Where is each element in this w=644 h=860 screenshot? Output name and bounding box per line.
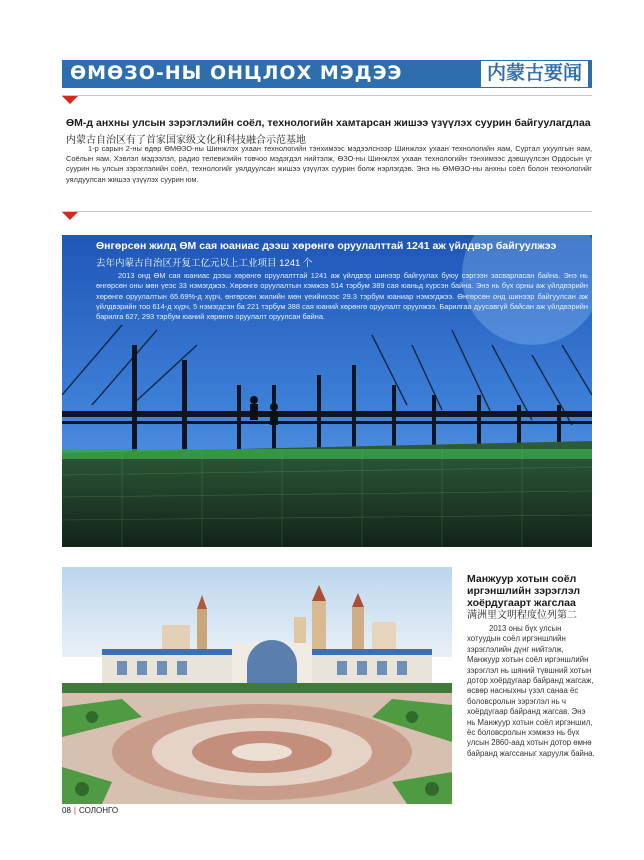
article3-column xyxy=(467,573,595,759)
article2-body: 2013 онд ӨМ сая юаниас дээш хөрөнгө оруулалттай 1241 аж үйлдвэр шинээр байгуулах буюу сэргээн засварласан байна. Энэ нь өнгөрсөн оны мөн үеэс 33 нэмэгджээ. Хөрөнгө оруулалтын хэмжээ 514 тэрбум 389 сая юаньд хүрсэн байна. Энэ нь бүх орны аж үйлдвэрийн хөрөнгө оруулалтын 65.69%-д хүрч, өнгөрсөн жилийн мөн үеийнхээс 29.3 тэрбум юаниар нэмэгджээ. Өнгөрсөн онд шинээр байгуулсан аж үйлдвэрийн тоо 614-д хүрч, 5 нэмэгдсэн ба 221 тэрбум 388 сая юаний хөрөнгө оруулалт оруулжээ. Барилгаа дуусавгүй байсан аж үйлдвэрийн барилга 627, 293 тэрбум юаний хөрөнгө оруулалт оруулсан байна. xyxy=(96,271,588,322)
divider-rule xyxy=(62,211,592,212)
manzhouli-square-photo xyxy=(62,567,452,804)
section-banner xyxy=(62,60,592,88)
magazine-name: СОЛОНГО xyxy=(78,806,119,815)
article2-overlay xyxy=(96,240,588,322)
article2-headline-chinese: 去年内蒙古自治区开复工亿元以上工业项目 1241 个 xyxy=(96,258,313,269)
section-title: ӨМӨЗО-НЫ ОНЦЛОХ МЭДЭЭ xyxy=(70,62,403,84)
article3-body: 2013 оны бүх улсын хотуудын соёл иргэншлийн зэрэглэлийн дүнг нийтэлж, Манжуур хотын соёл иргэншлийн зэрэглэл нь шяний түвшний хотын дотор хоёрдугаар байранд жагсаж, өсвөр насныхны үзэл санаа ёс боловсролын зэрэглэл нь ч хоёрдугаар байранд жагсав. Энэ нь Манжуур хотын соёл иргэншил, ёс боловсролын хэмжээ нь бүх улсын 2860-аад хотын дотор өмнө байранд жагссаныг харуулж байна. xyxy=(467,624,595,758)
page-number: 08 xyxy=(62,806,71,815)
footer-separator: | xyxy=(73,806,76,815)
article2-headline: Өнгөрсөн жилд ӨМ сая юаниас дээш хөрөнгө оруулалттай 1241 аж үйлдвэр байгуулжээ xyxy=(96,240,557,252)
section-title-chinese: 内蒙古要闻 xyxy=(481,61,588,87)
page-footer xyxy=(62,806,118,815)
article1-headline-chinese: 内蒙古自治区有了首家国家级文化和科技融合示范基地 xyxy=(66,135,306,146)
article1-body: 1-р сарын 2-ны өдөр ӨМӨЗО-ны Шинжлэх ухаан технологийн тэнхимээс мэдээлснээр Шинжлэх ухаан технологийн яам, Суртал ухуулгын яам, Соёлын яам, Хэвлэл мэдээлэл, радио телевизийн товчоо мэдэгдэл нийтэлж, ӨЗО-ны Шинжлэх ухаан технологийн тэнхимээс дэвшүүлсэн Ордосын үг суурин нь улсын зэрэглэлийн соёл, технологийг уялдуулсан жишээ үзүүлэх суурин болж нэрлэгдэв. Энэ нь ӨМӨЗО-ны анхны соёл болон технологийг уялдуулсан жишээ үзүүлэх суурин юм. xyxy=(66,144,592,184)
article1-headline: ӨМ-д анхны улсын зэрэглэлийн соёл, технологийн хамтарсан жишээ үзүүлэх суурин байгуулагдлаа xyxy=(66,117,591,129)
red-triangle-marker xyxy=(62,212,78,220)
article3-headline-chinese: 满洲里文明程度位列第二 xyxy=(467,610,577,621)
divider-rule xyxy=(62,95,592,96)
article3-headline: Манжуур хотын соёл иргэншлийн зэрэглэл хоёрдугаарт жагслаа xyxy=(467,573,581,609)
red-triangle-marker xyxy=(62,96,78,104)
